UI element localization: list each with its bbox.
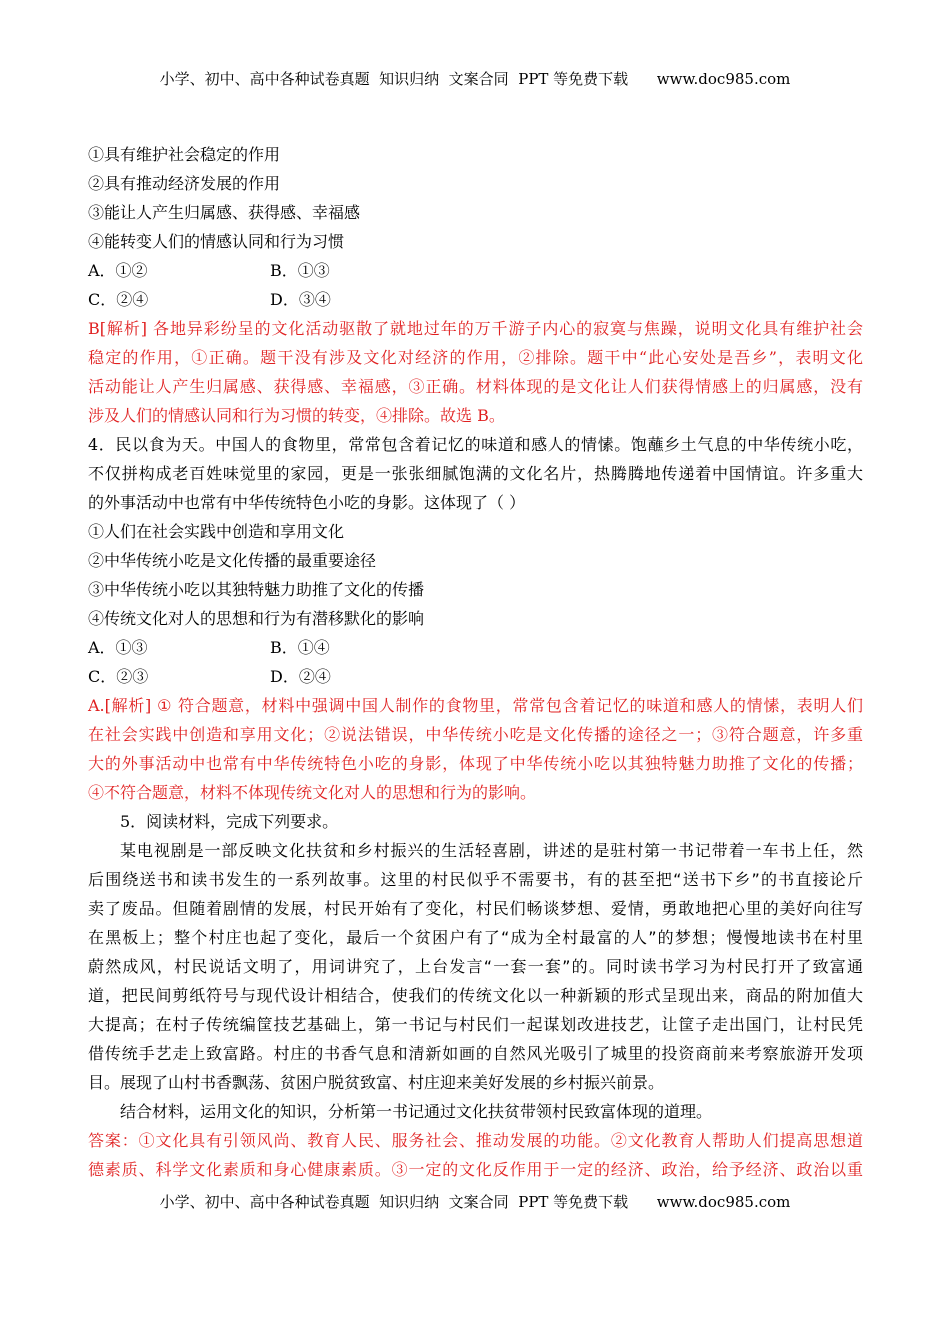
material-line: 卖了废品。但随着剧情的发展，村民开始有了变化，村民们畅谈梦想、爱情，勇敢地把心里的美好向往写: [88, 899, 863, 918]
q4-analysis: [88, 691, 863, 807]
q4-stem: [88, 430, 863, 517]
page-content: [88, 140, 863, 1184]
q5-answer: [88, 1126, 863, 1184]
q4-choice-d: D．②④: [270, 667, 331, 686]
q4-choice-a: A．①③: [88, 638, 148, 657]
q5-title: 5．阅读材料，完成下列要求。: [120, 812, 339, 831]
q3-options-list: [88, 140, 863, 256]
material-line: 借传统手艺走上致富路。村庄的书香气息和清新如画的自然风光吸引了城里的投资商前来考察旅游开发项: [88, 1044, 863, 1063]
stem-line: 4．民以食为天。中国人的食物里，常常包含着记忆的味道和感人的情愫。饱蘸乡土气息的中华传统小吃，: [88, 435, 863, 454]
q4-options-list: [88, 517, 863, 633]
answer-line: 答案：①文化具有引领风尚、教育人民、服务社会、推动发展的功能。②文化教育人帮助人们提高思想道: [88, 1131, 863, 1150]
q3-choices-row-1: [88, 256, 863, 285]
q4-choices-row-2: [88, 662, 863, 691]
q3-choice-b: B．①③: [270, 261, 330, 280]
q4-choices-row-1: [88, 633, 863, 662]
q3-item-1: ①具有维护社会稳定的作用: [88, 145, 281, 164]
stem-line: 的外事活动中也常有中华传统特色小吃的身影。这体现了（ ）: [88, 493, 526, 512]
q4-choice-b: B．①④: [270, 638, 330, 657]
page-footer: 小学、初中、高中各种试卷真题 知识归纳 文案合同 PPT 等免费下载 www.doc985.com: [159, 1193, 791, 1211]
page-header: 小学、初中、高中各种试卷真题 知识归纳 文案合同 PPT 等免费下载 www.doc985.com: [159, 70, 791, 88]
analysis-line: B[解析] 各地异彩纷呈的文化活动驱散了就地过年的万千游子内心的寂寞与焦躁，说明文化具有维护社会: [88, 319, 863, 338]
material-line: 某电视剧是一部反映文化扶贫和乡村振兴的生活轻喜剧，讲述的是驻村第一书记带着一车书上任，然: [120, 841, 863, 860]
material-line: 蔚然成风，村民说话文明了，用词讲究了，上台发言“一套一套”的。同时读书学习为村民打开了致富通: [88, 957, 863, 976]
stem-line: 不仅拼构成老百姓味觉里的家园，更是一张张细腻饱满的文化名片，热腾腾地传递着中国情谊。许多重大: [88, 464, 863, 483]
material-line: 道，把民间剪纸符号与现代设计相结合，使我们的传统文化以一种新颖的形式呈现出来，商品的附加值大: [88, 986, 863, 1005]
analysis-line: 活动能让人产生归属感、获得感、幸福感，③正确。材料体现的是文化让人们获得情感上的归属感，没有: [88, 377, 863, 396]
q3-choice-d: D．③④: [270, 290, 331, 309]
q5-material: [88, 836, 863, 1097]
q3-choice-a: A．①②: [88, 261, 148, 280]
q3-item-3: ③能让人产生归属感、获得感、幸福感: [88, 203, 361, 222]
q5-task: 结合材料，运用文化的知识，分析第一书记通过文化扶贫带领村民致富体现的道理。: [120, 1102, 713, 1121]
material-line: 大提高；在村子传统编筐技艺基础上，第一书记与村民们一起谋划改进技艺，让筐子走出国门，让村民凭: [88, 1015, 863, 1034]
q4-item-2: ②中华传统小吃是文化传播的最重要途径: [88, 551, 377, 570]
analysis-line: A.[解析] ① 符合题意，材料中强调中国人制作的食物里，常常包含着记忆的味道和感人的情愫，表明人们: [88, 696, 863, 715]
answer-line: 德素质、科学文化素质和身心健康素质。③一定的文化反作用于一定的经济、政治，给予经济、政治以重: [88, 1160, 863, 1179]
analysis-line: 稳定的作用，①正确。题干没有涉及文化对经济的作用，②排除。题干中“此心安处是吾乡”，表明文化: [88, 348, 863, 367]
analysis-line: 在社会实践中创造和享用文化；②说法错误，中华传统小吃是文化传播的途径之一；③符合题意，许多重: [88, 725, 863, 744]
material-line: 在黑板上；整个村庄也起了变化，最后一个贫困户有了“成为全村最富的人”的梦想；慢慢地读书在村里: [88, 928, 863, 947]
analysis-line: 涉及人们的情感认同和行为习惯的转变，④排除。故选 B。: [88, 406, 505, 425]
q3-item-4: ④能转变人们的情感认同和行为习惯: [88, 232, 345, 251]
q3-analysis: [88, 314, 863, 430]
q4-choice-c: C．②③: [88, 667, 149, 686]
q3-item-2: ②具有推动经济发展的作用: [88, 174, 281, 193]
q4-item-3: ③中华传统小吃以其独特魅力助推了文化的传播: [88, 580, 425, 599]
q4-item-1: ①人们在社会实践中创造和享用文化: [88, 522, 345, 541]
material-line: 后围绕送书和读书发生的一系列故事。这里的村民似乎不需要书，有的甚至把“送书下乡”的书直接论斤: [88, 870, 863, 889]
analysis-line: 大的外事活动中也常有中华传统特色小吃的身影，体现了中华传统小吃以其独特魅力助推了文化的传播；: [88, 754, 863, 773]
material-line: 目。展现了山村书香飘荡、贫困户脱贫致富、村庄迎来美好发展的乡村振兴前景。: [88, 1073, 665, 1092]
q3-choices-row-2: [88, 285, 863, 314]
analysis-line: ④不符合题意，材料不体现传统文化对人的思想和行为的影响。: [88, 783, 537, 802]
q4-item-4: ④传统文化对人的思想和行为有潜移默化的影响: [88, 609, 425, 628]
q3-choice-c: C．②④: [88, 290, 149, 309]
